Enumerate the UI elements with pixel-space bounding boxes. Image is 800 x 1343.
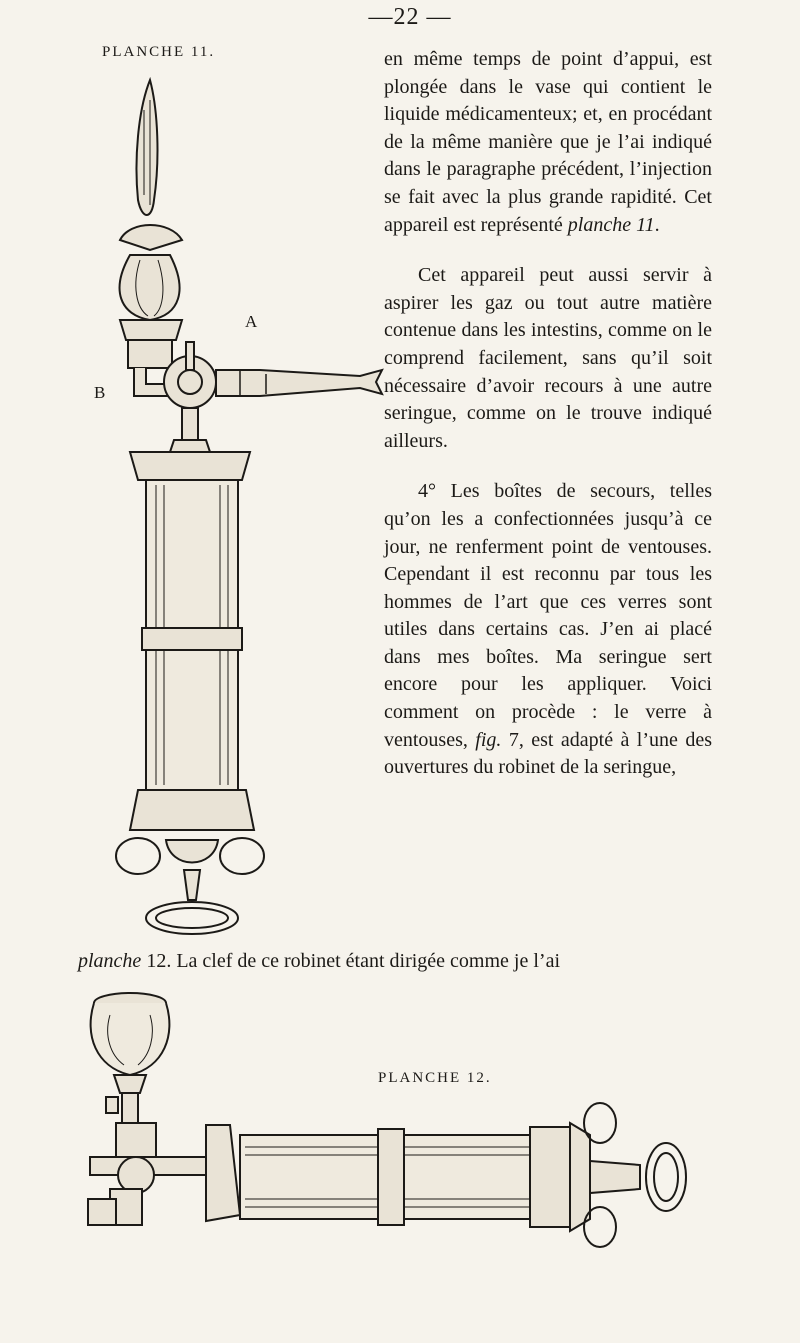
plate-12-illustration <box>80 975 800 1235</box>
marker-b: B <box>94 383 106 402</box>
plate-11-label: PLANCHE 11. <box>102 44 216 60</box>
plate-12-label: PLANCHE 12. <box>378 1070 492 1086</box>
paragraph-2: Cet appareil peut aussi servir à aspirer les gaz ou tout autre matière contenue dans les intestins, comme on le comprend facilement, sans qu’il soit nécessaire d’avoir recours à une autre seringue, comme on le trouve indiqué ailleurs. <box>384 264 712 452</box>
marker-a: A <box>245 312 258 331</box>
paragraph-1: en même temps de point d’appui, est plongée dans le vase qui contient le liquide médicamenteux; et, en procédant de la même manière que je l’ai indiqué dans le paragraphe précédent, l’injection se fait avec la plus grande rapidité. Cet appareil est représenté planche 11. <box>384 48 712 236</box>
text-column <box>384 46 712 805</box>
full-width-line: planche 12. La clef de ce robinet étant dirigée comme je l’ai <box>78 950 561 972</box>
paragraph-3: 4° Les boîtes de secours, telles qu’on les a confectionnées jusqu’à ce jour, ne renferment point de ventouses. Cependant il est reconnu par tous les hommes de l’art que ces verres sont utiles dans certains cas. J’en ai placé dans mes boîtes. Ma seringue sert encore pour les appliquer. Voici comment on procède : le verre à ventouses, fig. 7, est adapté à l’une des ouvertures du robinet de la seringue, <box>384 480 712 779</box>
page-number: —22 — <box>368 4 452 30</box>
plate-11-illustration <box>90 70 390 950</box>
